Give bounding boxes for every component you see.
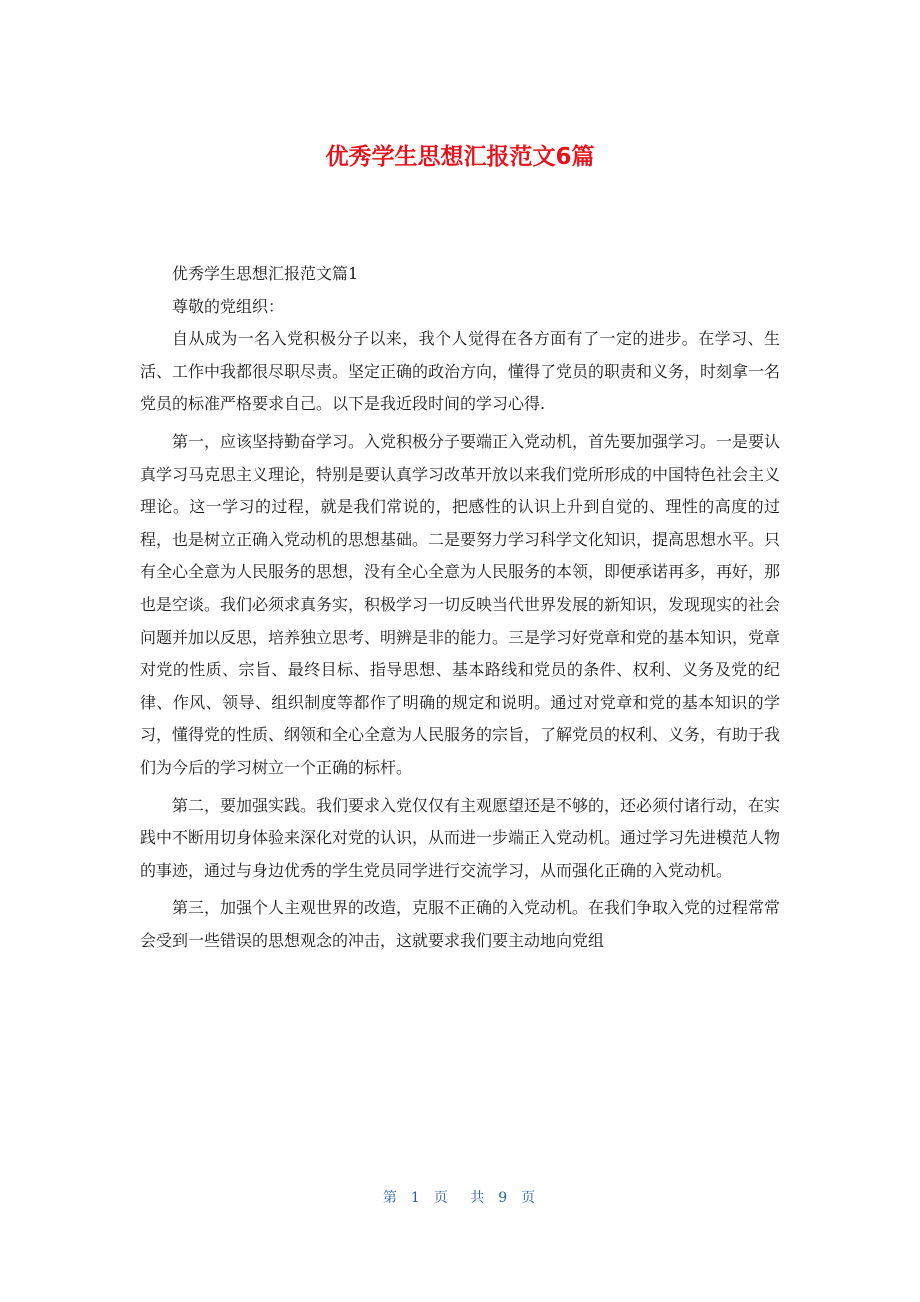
body-paragraph-intro: 自从成为一名入党积极分子以来，我个人觉得在各方面有了一定的进步。在学习、生活、工作中我都很尽职尽责。坚定正确的政治方向，懂得了党员的职责和义务，时刻拿一名党员的标准严格要求自己。以下是我近段时间的学习心得. <box>140 329 781 414</box>
footer-current-page: 1 <box>410 1190 422 1206</box>
document-title: 优秀学生思想汇报范文6篇 <box>325 144 595 170</box>
document-body <box>140 258 780 957</box>
body-paragraph-second: 第二，要加强实践。我们要求入党仅仅有主观愿望还是不够的，还必须付诸行动，在实践中不断用切身体验来深化对党的认识，从而进一步端正入党动机。通过学习先进模范人物的事迹，通过与身边优秀的学生党员同学进行交流学习，从而强化正确的入党动机。 <box>140 795 781 880</box>
footer-prefix: 第 <box>382 1190 399 1206</box>
body-paragraph-third: 第三，加强个人主观世界的改造，克服不正确的入党动机。在我们争取入党的过程常常会受到一些错误的思想观念的冲击，这就要求我们要主动地向党组 <box>140 898 781 950</box>
body-paragraph-first: 第一，应该坚持勤奋学习。入党积极分子要端正入党动机，首先要加强学习。一是要认真学习马克思主义理论，特别是要认真学习改革开放以来我们党所形成的中国特色社会主义理论。这一学习的过程，就是我们常说的，把感性的认识上升到自觉的、理性的高度的过程，也是树立正确入党动机的思想基础。二是要努力学习科学文化知识，提高思想水平。只有全心全意为人民服务的思想，没有全心全意为人民服务的本领，即便承诺再多，再好，那也是空谈。我们必须求真务实，积极学习一切反映当代世界发展的新知识，发现现实的社会问题并加以反思，培养独立思考、明辨是非的能力。三是学习好党章和党的基本知识，党章对党的性质、宗旨、最终目标、指导思想、基本路线和党员的条件、权利、义务及党的纪律、作风、领导、组织制度等都作了明确的规定和说明。通过对党章和党的基本知识的学习，懂得党的性质、纲领和全心全意为人民服务的宗旨，了解党员的权利、义务，有助于我们为今后的学习树立一个正确的标杆。 <box>140 431 781 777</box>
section-heading: 优秀学生思想汇报范文篇1 <box>172 264 359 283</box>
footer-suffix: 页 <box>521 1190 538 1206</box>
footer-middle: 页 共 <box>433 1190 487 1206</box>
salutation: 尊敬的党组织： <box>172 296 285 316</box>
footer-total-pages: 9 <box>498 1190 510 1206</box>
page-footer <box>0 1186 920 1210</box>
